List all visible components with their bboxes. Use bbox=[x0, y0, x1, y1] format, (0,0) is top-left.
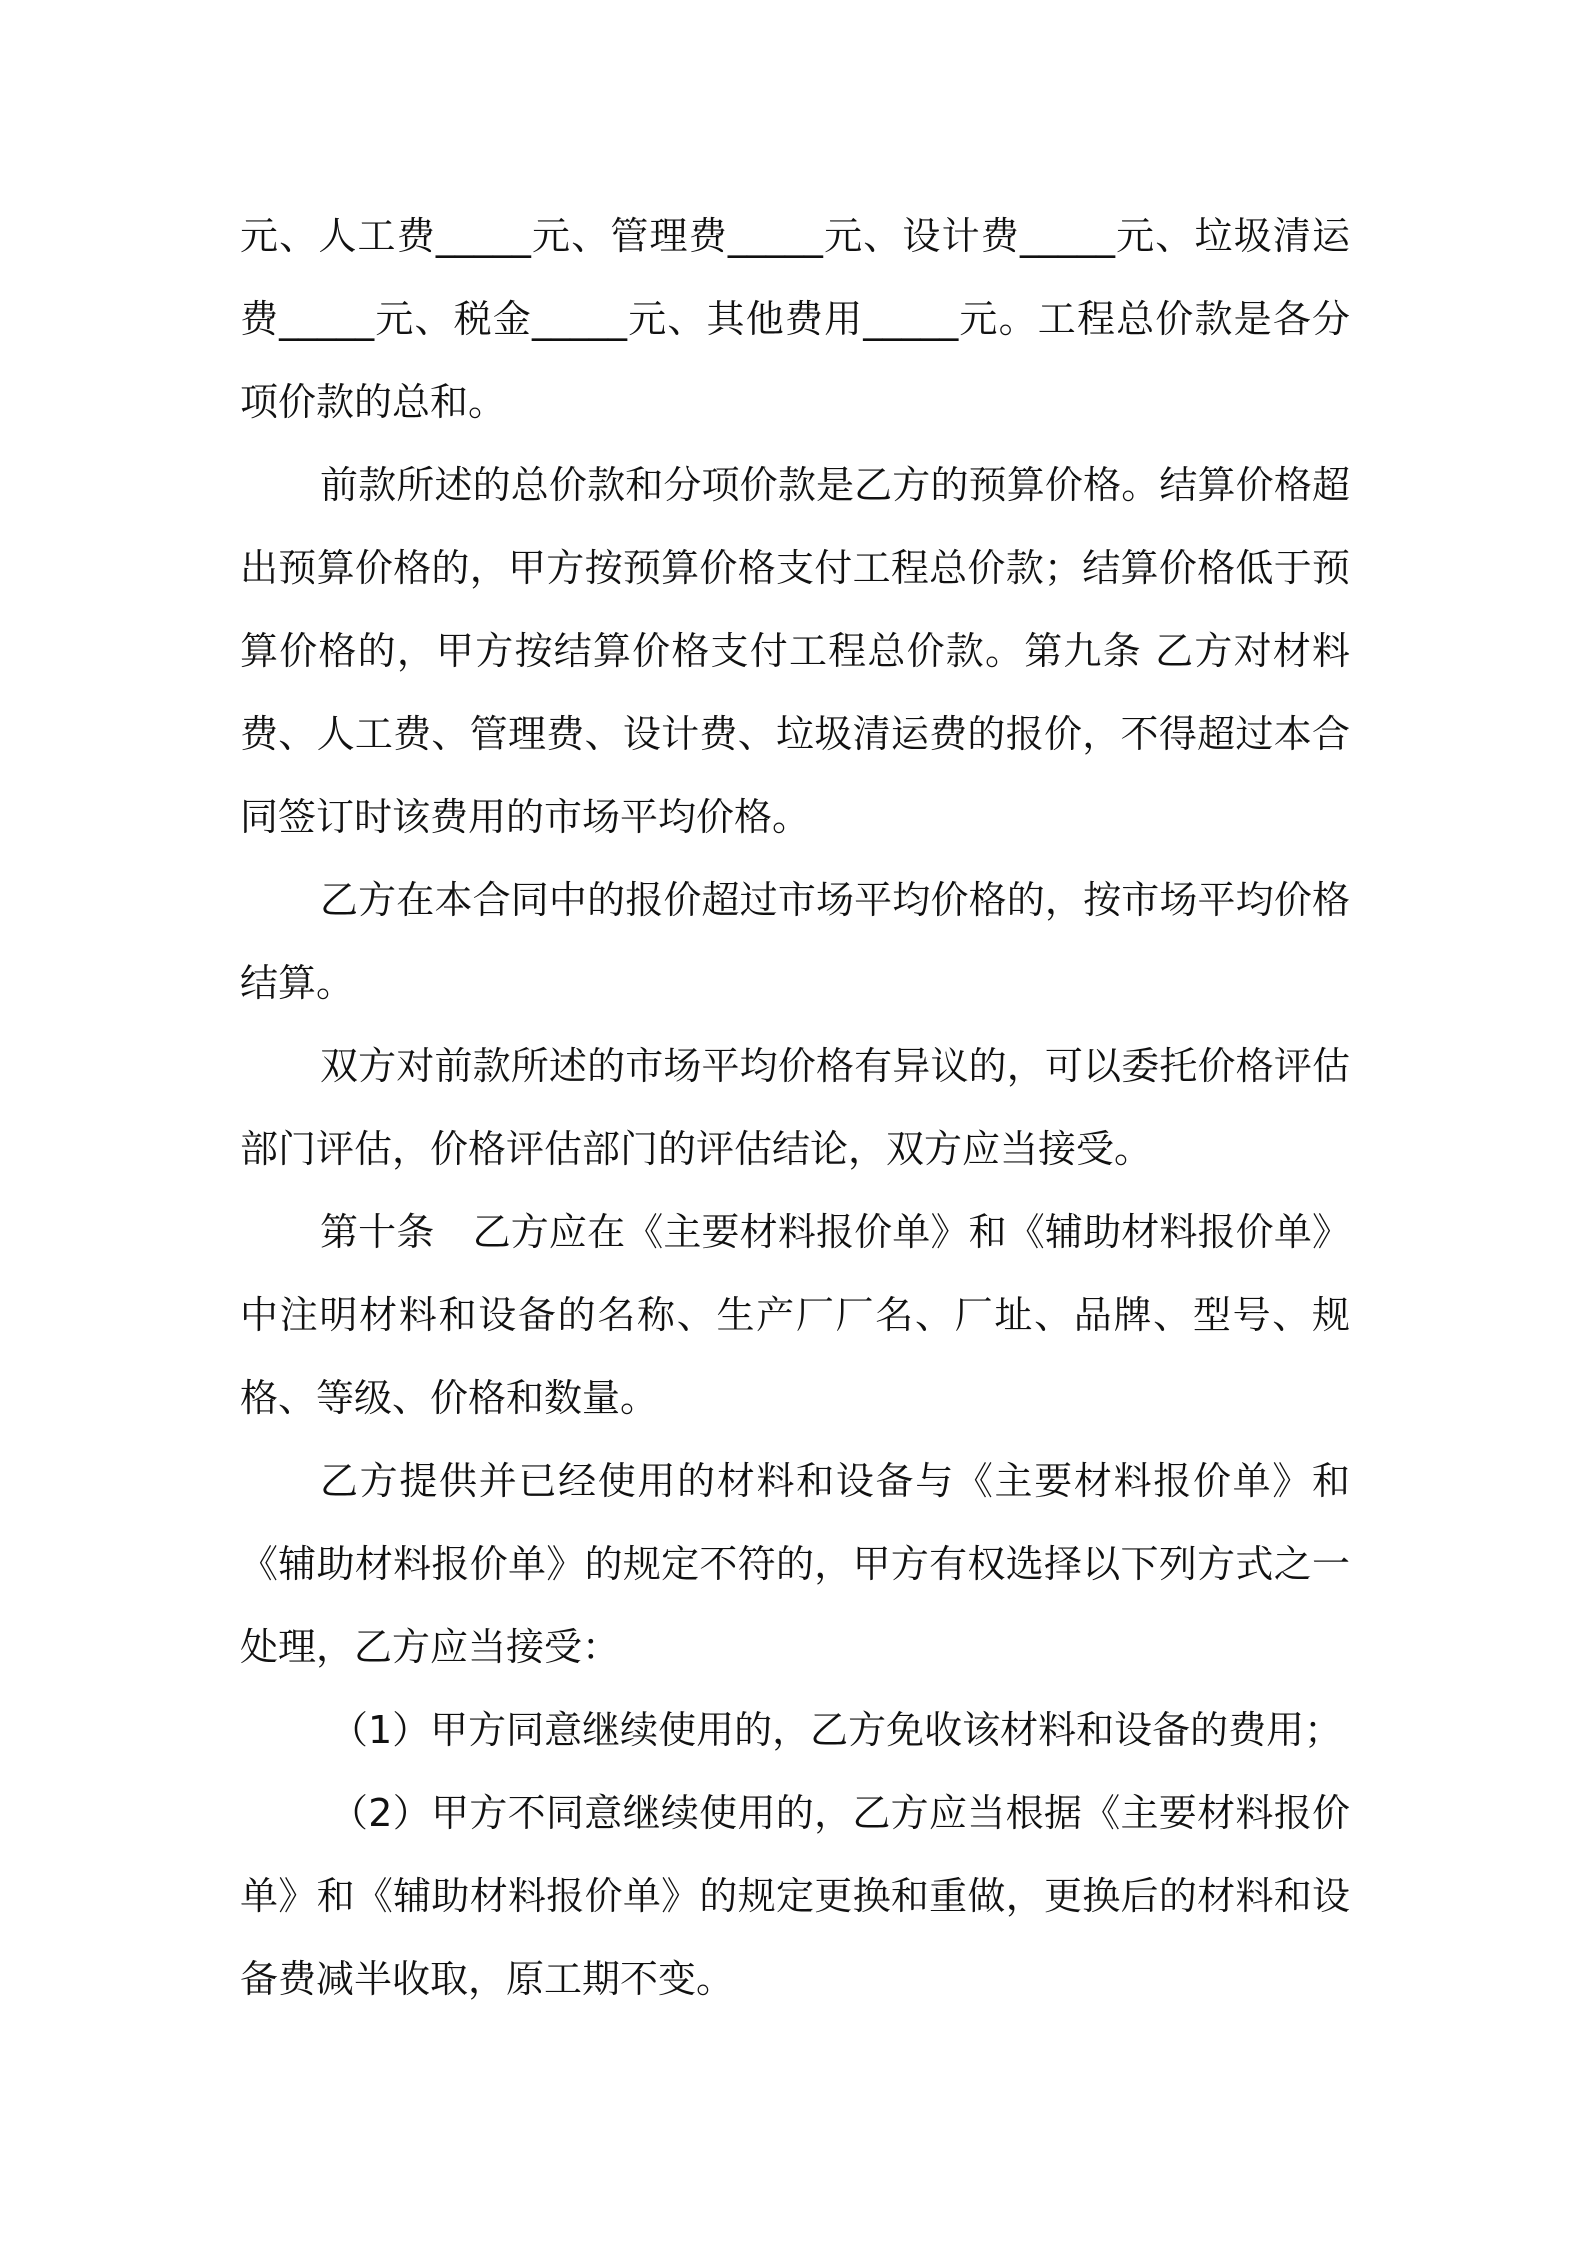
document-body bbox=[240, 195, 1350, 2021]
paragraph-article-ten: 第十条 乙方应在《主要材料报价单》和《辅助材料报价单》中注明材料和设备的名称、生产厂厂名、厂址、品牌、型号、规格、等级、价格和数量。 bbox=[240, 1210, 1350, 1420]
paragraph-market-price-settlement: 乙方在本合同中的报价超过市场平均价格的，按市场平均价格结算。 bbox=[240, 878, 1350, 1005]
paragraph-nonconforming-materials: 乙方提供并已经使用的材料和设备与《主要材料报价单》和《辅助材料报价单》的规定不符的，甲方有权选择以下列方式之一处理，乙方应当接受： bbox=[240, 1459, 1350, 1669]
paragraph-budget-price: 前款所述的总价款和分项价款是乙方的预算价格。结算价格超出预算价格的，甲方按预算价格支付工程总价款；结算价格低于预算价格的，甲方按结算价格支付工程总价款。第九条 乙方对材料费、人工费、管理费、设计费、垃圾清运费的报价，不得超过本合同签订时该费用的市场平均价格。 bbox=[240, 463, 1350, 839]
paragraph-price-dispute: 双方对前款所述的市场平均价格有异议的，可以委托价格评估部门评估，价格评估部门的评估结论，双方应当接受。 bbox=[240, 1044, 1350, 1171]
paragraph-cost-items: 元、人工费_____元、管理费_____元、设计费_____元、垃圾清运费_____元、税金_____元、其他费用_____元。工程总价款是各分项价款的总和。 bbox=[240, 214, 1350, 424]
list-item-option-2: （2）甲方不同意继续使用的，乙方应当根据《主要材料报价单》和《辅助材料报价单》的规定更换和重做，更换后的材料和设备费减半收取，原工期不变。 bbox=[240, 1791, 1350, 2001]
list-item-option-1: （1）甲方同意继续使用的，乙方免收该材料和设备的费用； bbox=[330, 1708, 1343, 1752]
